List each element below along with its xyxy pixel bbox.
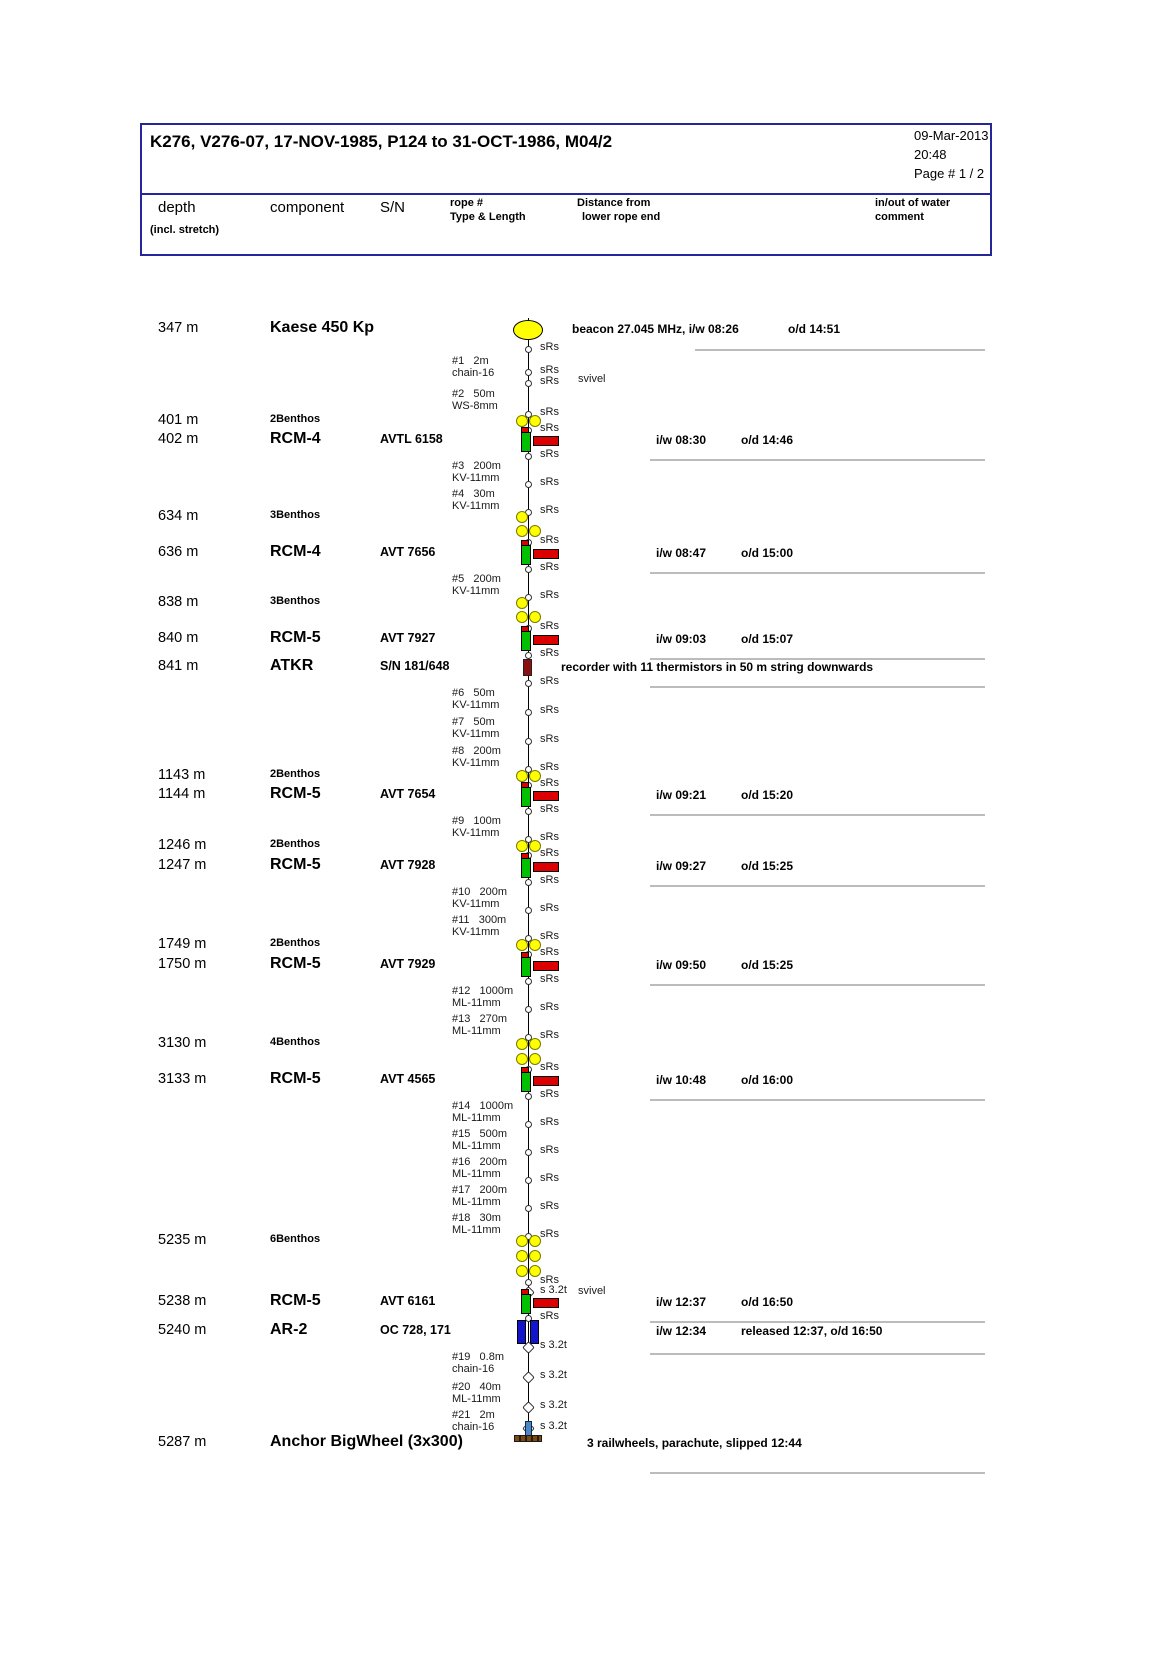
release-bar-left — [517, 1320, 526, 1344]
out-of-water-time: o/d 14:51 — [788, 322, 841, 336]
comment-text: recorder with 11 thermistors in 50 m string downwards — [561, 660, 874, 674]
benthos-float-circle — [529, 1053, 541, 1065]
out-of-water-time: o/d 15:20 — [741, 788, 794, 802]
component-label: RCM-5 — [270, 1292, 321, 1309]
shackle-label: sRs — [540, 847, 559, 859]
rope-label-line1: #20 40m — [452, 1381, 501, 1393]
in-water-time: i/w 09:50 — [656, 958, 707, 972]
shackle-marker — [525, 652, 532, 659]
rcm-body-symbol — [521, 858, 531, 878]
benthos-float-circle — [516, 1053, 528, 1065]
column-header-sn: S/N — [380, 199, 406, 216]
column-header-inout-line2: comment — [875, 211, 924, 223]
out-of-water-time: o/d 15:25 — [741, 859, 794, 873]
serial-number-label: S/N 181/648 — [380, 659, 450, 673]
rope-label-line1: #12 1000m — [452, 985, 514, 997]
rope-label-line1: #6 50m — [452, 687, 495, 699]
shackle-label: sRs — [540, 1200, 559, 1212]
rcm-body-symbol — [521, 957, 531, 977]
shackle-marker — [525, 709, 532, 716]
rope-label-line2: chain-16 — [452, 1421, 495, 1433]
shackle-label: sRs — [540, 761, 559, 773]
depth-label: 634 m — [158, 508, 199, 524]
shackle-marker — [525, 738, 532, 745]
depth-label: 347 m — [158, 320, 199, 336]
comment-rule — [650, 814, 985, 816]
rope-label-line2: ML-11mm — [452, 1112, 501, 1124]
comment-rule — [650, 1353, 985, 1355]
rcm-vane-symbol — [533, 862, 559, 872]
benthos-label: 6Benthos — [270, 1233, 321, 1245]
rope-label-line2: KV-11mm — [452, 585, 500, 597]
benthos-float-circle — [529, 770, 541, 782]
shackle-marker — [525, 453, 532, 460]
out-of-water-time: o/d 15:25 — [741, 958, 794, 972]
component-label: ATKR — [270, 657, 314, 674]
shackle-marker — [525, 879, 532, 886]
comment-text: 3 railwheels, parachute, slipped 12:44 — [587, 1436, 802, 1450]
rope-label-line1: #4 30m — [452, 488, 495, 500]
in-water-time: i/w 09:21 — [656, 788, 707, 802]
serial-number-label: AVT 7656 — [380, 545, 436, 559]
shackle-label: sRs — [540, 1310, 559, 1322]
rcm-body-symbol — [521, 432, 531, 452]
rope-label-line1: #16 200m — [452, 1156, 508, 1168]
benthos-label: 4Benthos — [270, 1036, 321, 1048]
shackle-label: sRs — [540, 1228, 559, 1240]
rope-label-line1: #5 200m — [452, 573, 501, 585]
rope-label-line1: #15 500m — [452, 1128, 508, 1140]
shackle-label: sRs — [540, 1061, 559, 1073]
shackle-label: sRs — [540, 1088, 559, 1100]
shackle-label: sRs — [540, 422, 559, 434]
header-divider — [140, 193, 992, 195]
shackle-label: sRs — [540, 375, 559, 387]
rope-label-line2: KV-11mm — [452, 926, 500, 938]
comment-rule — [650, 1472, 985, 1474]
benthos-float-circle — [516, 1250, 528, 1262]
shackle-label: sRs — [540, 1116, 559, 1128]
rcm-vane-symbol — [533, 961, 559, 971]
rope-label-line1: #13 270m — [452, 1013, 508, 1025]
column-header-depth: depth — [158, 199, 196, 216]
rcm-body-symbol — [521, 1294, 531, 1314]
comment-rule — [650, 686, 985, 688]
shackle-label: sRs — [540, 406, 559, 418]
comment-rule — [650, 1321, 985, 1323]
shackle-marker — [525, 1121, 532, 1128]
rope-label-line1: #14 1000m — [452, 1100, 514, 1112]
comment-rule — [650, 885, 985, 887]
swivel-label: svivel — [578, 373, 606, 385]
rope-label-line2: ML-11mm — [452, 1393, 501, 1405]
benthos-float-circle — [516, 611, 528, 623]
benthos-float-circle — [529, 1038, 541, 1050]
shackle-label: sRs — [540, 364, 559, 376]
shackle-label: sRs — [540, 534, 559, 546]
rope-label-line2: KV-11mm — [452, 728, 500, 740]
rope-label-line1: #7 50m — [452, 716, 495, 728]
out-of-water-time: o/d 15:07 — [741, 632, 794, 646]
depth-label: 1750 m — [158, 956, 207, 972]
component-label: RCM-5 — [270, 856, 321, 873]
component-label: RCM-5 — [270, 785, 321, 802]
comment-rule — [650, 1099, 985, 1101]
rope-label-line1: #18 30m — [452, 1212, 501, 1224]
rope-label-line2: KV-11mm — [452, 500, 500, 512]
column-header-distance-line1: Distance from — [577, 197, 651, 209]
rope-label-line1: #17 200m — [452, 1184, 508, 1196]
depth-label: 1247 m — [158, 857, 207, 873]
benthos-label: 2Benthos — [270, 413, 321, 425]
rope-label-line2: ML-11mm — [452, 1025, 501, 1037]
shackle-label: sRs — [540, 620, 559, 632]
shackle-label: sRs — [540, 1029, 559, 1041]
serial-number-label: AVT 7654 — [380, 787, 436, 801]
shackle-marker — [525, 1205, 532, 1212]
benthos-label: 3Benthos — [270, 595, 321, 607]
in-water-time: i/w 08:47 — [656, 546, 707, 560]
anchor-post-symbol — [525, 1421, 532, 1436]
rcm-body-symbol — [521, 545, 531, 565]
column-header-component: component — [270, 199, 345, 216]
shackle-label: sRs — [540, 341, 559, 353]
depth-label: 402 m — [158, 431, 199, 447]
shackle-label: s 3.2t — [540, 1284, 567, 1296]
rope-label-line2: KV-11mm — [452, 699, 500, 711]
serial-number-label: OC 728, 171 — [380, 1323, 451, 1337]
shackle-label: sRs — [540, 476, 559, 488]
shackle-marker — [525, 907, 532, 914]
shackle-label: sRs — [540, 1172, 559, 1184]
shackle-marker — [525, 1149, 532, 1156]
atkr-recorder-symbol — [523, 659, 532, 676]
depth-label: 1246 m — [158, 837, 207, 853]
shackle-label: sRs — [540, 1144, 559, 1156]
comment-rule — [695, 349, 985, 351]
benthos-float-circle — [516, 840, 528, 852]
out-of-water-time: o/d 15:00 — [741, 546, 794, 560]
shackle-label: sRs — [540, 803, 559, 815]
depth-label: 838 m — [158, 594, 199, 610]
out-of-water-time: o/d 16:50 — [741, 1295, 794, 1309]
shackle-label: sRs — [540, 1001, 559, 1013]
rope-label-line2: KV-11mm — [452, 827, 500, 839]
shackle-marker — [525, 680, 532, 687]
rcm-vane-symbol — [533, 1076, 559, 1086]
shackle-marker — [525, 1279, 532, 1286]
component-label: Anchor BigWheel (3x300) — [270, 1433, 463, 1450]
rope-label-line1: #8 200m — [452, 745, 501, 757]
rcm-body-symbol — [521, 631, 531, 651]
beacon-float-symbol — [513, 320, 543, 340]
column-header-rope-line1: rope # — [450, 197, 484, 209]
shackle-marker — [525, 566, 532, 573]
serial-number-label: AVT 7927 — [380, 631, 436, 645]
shackle-label: sRs — [540, 930, 559, 942]
rcm-body-symbol — [521, 1072, 531, 1092]
printed-time: 20:48 — [914, 147, 947, 162]
serial-number-label: AVT 4565 — [380, 1072, 436, 1086]
depth-label: 5238 m — [158, 1293, 207, 1309]
benthos-float-circle — [529, 939, 541, 951]
benthos-float-circle — [516, 939, 528, 951]
rope-label-line2: WS-8mm — [452, 400, 498, 412]
column-header-depth-sub: (incl. stretch) — [150, 224, 220, 236]
comment-rule — [650, 459, 985, 461]
rcm-vane-symbol — [533, 436, 559, 446]
component-label: RCM-5 — [270, 1070, 321, 1087]
shackle-3-2t-marker — [522, 1401, 535, 1414]
rope-label-line2: ML-11mm — [452, 1224, 501, 1236]
rope-label-line1: #3 200m — [452, 460, 501, 472]
rope-label-line2: ML-11mm — [452, 1140, 501, 1152]
shackle-label: s 3.2t — [540, 1369, 567, 1381]
shackle-label: sRs — [540, 647, 559, 659]
rcm-vane-symbol — [533, 549, 559, 559]
rope-label-line2: ML-11mm — [452, 1168, 501, 1180]
shackle-label: s 3.2t — [540, 1399, 567, 1411]
shackle-marker — [525, 380, 532, 387]
page-number-label: Page # 1 / 2 — [914, 166, 985, 181]
depth-label: 5235 m — [158, 1232, 207, 1248]
benthos-float-circle — [529, 525, 541, 537]
rope-label-line2: ML-11mm — [452, 1196, 501, 1208]
comment-rule — [650, 984, 985, 986]
rope-label-line2: KV-11mm — [452, 757, 500, 769]
swivel-label: svivel — [578, 1285, 606, 1297]
depth-label: 3130 m — [158, 1035, 207, 1051]
depth-label: 5287 m — [158, 1434, 207, 1450]
benthos-label: 2Benthos — [270, 768, 321, 780]
shackle-marker — [525, 1006, 532, 1013]
benthos-float-circle — [516, 1038, 528, 1050]
rope-label-line2: chain-16 — [452, 367, 495, 379]
benthos-float-circle — [529, 1250, 541, 1262]
in-water-time: i/w 09:03 — [656, 632, 707, 646]
depth-label: 841 m — [158, 658, 199, 674]
serial-number-label: AVT 6161 — [380, 1294, 436, 1308]
printed-date: 09-Mar-2013 — [914, 128, 989, 143]
component-label: AR-2 — [270, 1321, 308, 1338]
depth-label: 840 m — [158, 630, 199, 646]
shackle-label: sRs — [540, 733, 559, 745]
rope-label-line2: KV-11mm — [452, 472, 500, 484]
component-label: RCM-4 — [270, 430, 321, 447]
benthos-float-circle — [516, 525, 528, 537]
rope-label-line2: chain-16 — [452, 1363, 495, 1375]
depth-label: 5240 m — [158, 1322, 207, 1338]
benthos-float-circle — [516, 770, 528, 782]
comment-rule — [650, 572, 985, 574]
rcm-body-symbol — [521, 787, 531, 807]
component-label: RCM-5 — [270, 629, 321, 646]
shackle-label: sRs — [540, 504, 559, 516]
shackle-marker — [525, 1093, 532, 1100]
benthos-label: 2Benthos — [270, 838, 321, 850]
in-water-time: i/w 12:37 — [656, 1295, 707, 1309]
shackle-label: sRs — [540, 448, 559, 460]
rope-label-line1: #19 0.8m — [452, 1351, 504, 1363]
benthos-float-circle — [529, 611, 541, 623]
shackle-label: s 3.2t — [540, 1420, 567, 1432]
benthos-float-circle — [529, 415, 541, 427]
page-title: K276, V276-07, 17-NOV-1985, P124 to 31-OCT-1986, M04/2 — [150, 132, 613, 151]
component-label: Kaese 450 Kp — [270, 319, 375, 336]
benthos-float-circle — [516, 1265, 528, 1277]
in-water-time: i/w 12:34 — [656, 1324, 707, 1338]
shackle-label: sRs — [540, 902, 559, 914]
in-water-time: i/w 10:48 — [656, 1073, 707, 1087]
depth-label: 3133 m — [158, 1071, 207, 1087]
shackle-marker — [525, 481, 532, 488]
benthos-float-circle — [516, 511, 528, 523]
out-of-water-time: o/d 14:46 — [741, 433, 794, 447]
benthos-float-circle — [529, 1265, 541, 1277]
benthos-label: 3Benthos — [270, 509, 321, 521]
out-of-water-time: released 12:37, o/d 16:50 — [741, 1324, 883, 1338]
benthos-float-circle — [516, 1235, 528, 1247]
rope-label-line2: KV-11mm — [452, 898, 500, 910]
depth-label: 636 m — [158, 544, 199, 560]
benthos-label: 2Benthos — [270, 937, 321, 949]
depth-label: 401 m — [158, 412, 199, 428]
shackle-label: s 3.2t — [540, 1339, 567, 1351]
benthos-float-circle — [516, 415, 528, 427]
shackle-label: sRs — [540, 777, 559, 789]
rope-label-line1: #10 200m — [452, 886, 508, 898]
shackle-marker — [525, 808, 532, 815]
rope-label-line1: #2 50m — [452, 388, 495, 400]
out-of-water-time: o/d 16:00 — [741, 1073, 794, 1087]
shackle-marker — [525, 369, 532, 376]
serial-number-label: AVT 7929 — [380, 957, 436, 971]
benthos-float-circle — [529, 840, 541, 852]
release-bar-right — [530, 1320, 539, 1344]
shackle-label: sRs — [540, 589, 559, 601]
comment-text: beacon 27.045 MHz, i/w 08:26 — [572, 322, 739, 336]
shackle-label: sRs — [540, 973, 559, 985]
shackle-marker — [525, 978, 532, 985]
component-label: RCM-5 — [270, 955, 321, 972]
depth-label: 1144 m — [158, 786, 206, 802]
shackle-label: sRs — [540, 1274, 559, 1286]
rcm-vane-symbol — [533, 791, 559, 801]
benthos-float-circle — [529, 1235, 541, 1247]
shackle-label: sRs — [540, 946, 559, 958]
depth-label: 1749 m — [158, 936, 207, 952]
rope-label-line2: ML-11mm — [452, 997, 501, 1009]
depth-label: 1143 m — [158, 767, 206, 783]
benthos-float-circle — [516, 597, 528, 609]
rope-label-line1: #21 2m — [452, 1409, 495, 1421]
rope-label-line1: #11 300m — [452, 914, 507, 926]
rcm-vane-symbol — [533, 1298, 559, 1308]
shackle-label: sRs — [540, 704, 559, 716]
serial-number-label: AVTL 6158 — [380, 432, 443, 446]
shackle-label: sRs — [540, 561, 559, 573]
anchor-base-symbol — [514, 1435, 542, 1442]
column-header-inout-line1: in/out of water — [875, 197, 951, 209]
shackle-marker — [525, 1177, 532, 1184]
shackle-label: sRs — [540, 831, 559, 843]
shackle-label: sRs — [540, 675, 559, 687]
rope-label-line1: #1 2m — [452, 355, 489, 367]
shackle-marker — [525, 346, 532, 353]
shackle-label: sRs — [540, 874, 559, 886]
column-header-distance-line2: lower rope end — [582, 211, 661, 223]
component-label: RCM-4 — [270, 543, 321, 560]
shackle-3-2t-marker — [522, 1371, 535, 1384]
rcm-vane-symbol — [533, 635, 559, 645]
column-header-rope-line2: Type & Length — [450, 211, 526, 223]
in-water-time: i/w 08:30 — [656, 433, 707, 447]
serial-number-label: AVT 7928 — [380, 858, 436, 872]
in-water-time: i/w 09:27 — [656, 859, 707, 873]
rope-label-line1: #9 100m — [452, 815, 501, 827]
